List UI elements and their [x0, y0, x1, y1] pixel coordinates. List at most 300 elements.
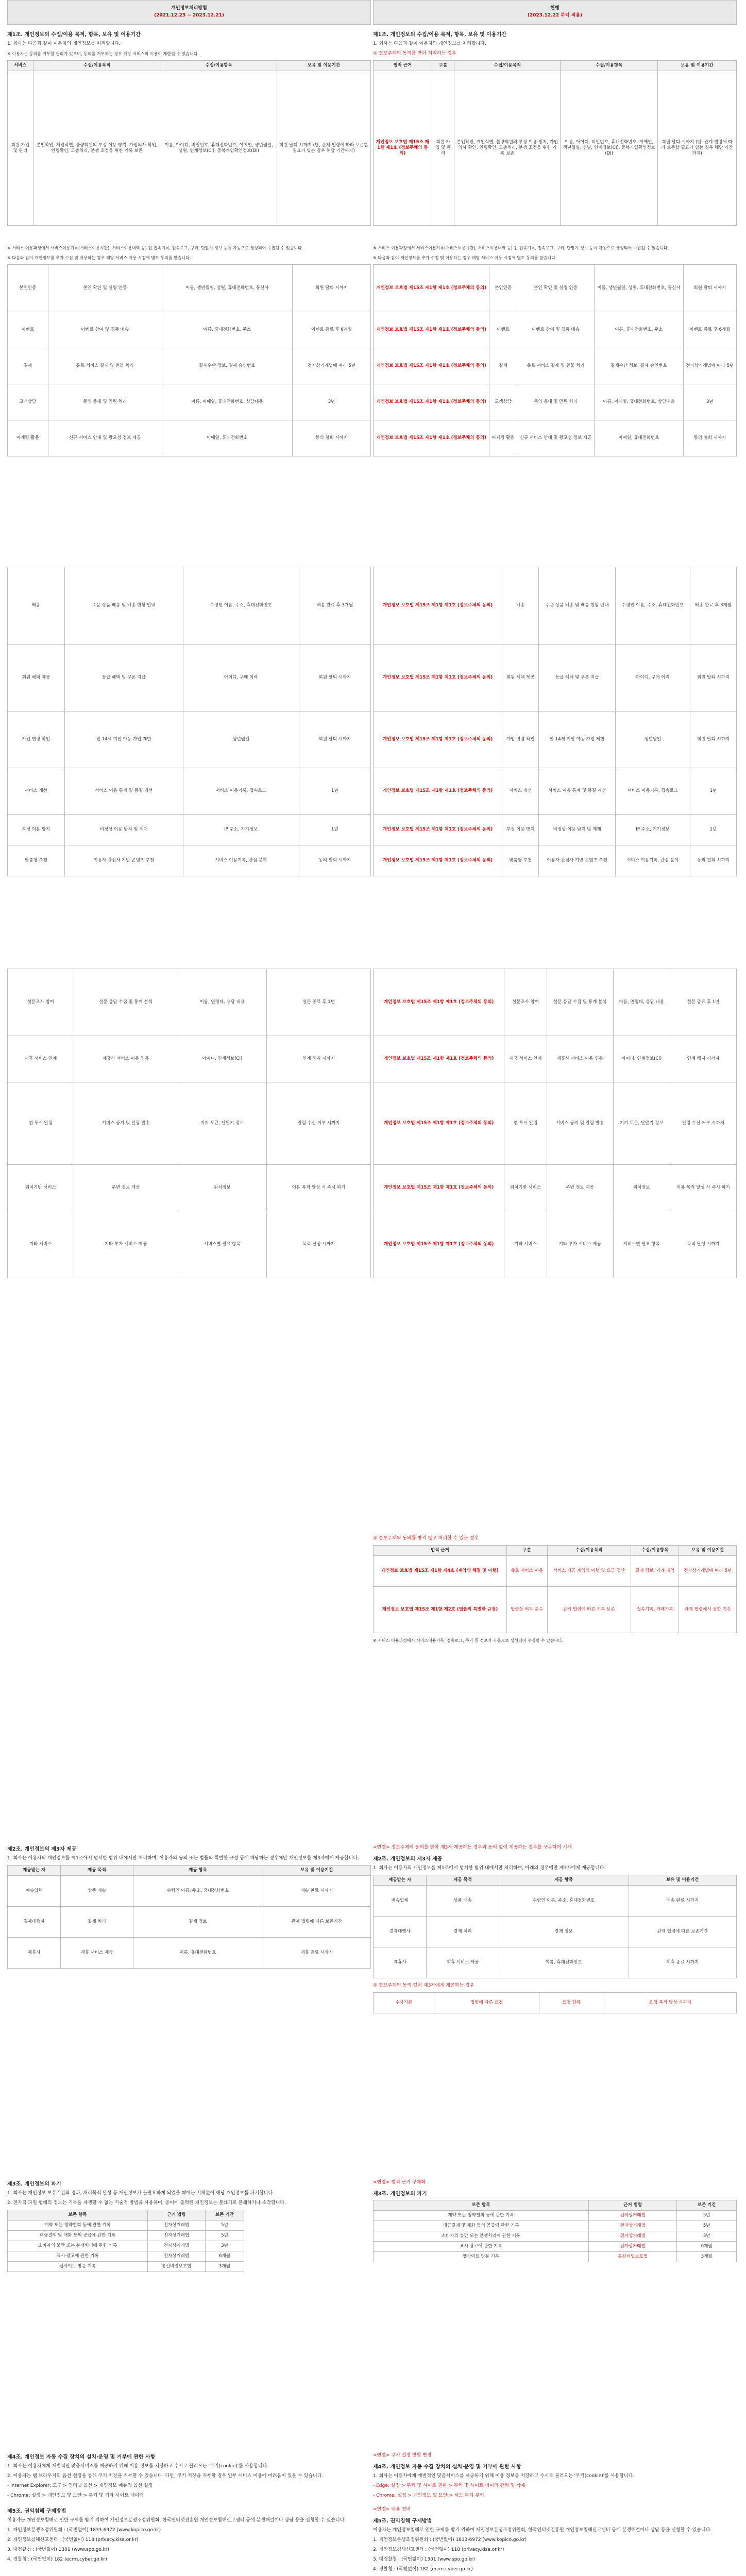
table-cell: 3년 — [677, 2231, 737, 2242]
table-cell: 제휴사 — [374, 1947, 427, 1978]
table-cell: 서비스 개선 — [502, 768, 539, 815]
table-cell: 6개월 — [677, 2242, 737, 2252]
table-cell: 이름, 생년월일, 성별, 휴대전화번호, 통신사 — [162, 265, 293, 312]
table-cell: 관계 법령에 따른 보존기간 — [263, 1907, 370, 1938]
table-cell: 설문 종료 후 1년 — [267, 969, 371, 1036]
table-cell: 설문 종료 후 1년 — [670, 969, 736, 1036]
table-cell: 회원 탈퇴 시까지 — [683, 265, 736, 312]
right-note-2: ※ 다음과 같이 개인정보를 추가 수집 및 이용하는 경우 해당 서비스 이용 시점에 별도 동의를 받습니다. — [373, 256, 557, 260]
table-cell: 신규 서비스 안내 및 광고성 정보 제공 — [48, 420, 162, 456]
left-section-3 — [7, 567, 371, 876]
left-article-5-p: 이용자는 개인정보침해로 인한 구제를 받기 위하여 개인정보분쟁조정위원회, 한국인터넷진흥원 개인정보침해신고센터 등에 분쟁해결이나 상담 등을 신청할 수 있습니다. — [7, 2518, 346, 2523]
table-cell: 배송업체 — [8, 1876, 61, 1907]
table-cell: 제휴사 — [8, 1938, 61, 1969]
table-cell: 본인인증 — [489, 265, 517, 312]
table-cell: 결제 정보, 거래 내역 — [631, 1556, 679, 1587]
table-cell: 고객상담 — [8, 384, 48, 420]
table-cell: 아이디, 구매 이력 — [183, 645, 299, 711]
table-cell: 통신비밀보호법 — [589, 2252, 677, 2262]
left-table-2 — [7, 264, 371, 456]
left-article-2-p: 1. 회사는 이용자의 개인정보를 제1조에서 명시한 범위 내에서만 처리하며, 이용자의 동의 또는 법률의 특별한 규정 등에 해당하는 경우에만 개인정보를 제3자에게 제공합니다. — [7, 1856, 359, 1861]
table-cell: 회원 탈퇴 시까지 (단, 관계 법령에 따라 보존할 필요가 있는 경우 해당 기간까지) — [277, 71, 370, 226]
col-header: 근거 법령 — [589, 2200, 677, 2211]
table-cell: 이용 목적 달성 시 즉시 파기 — [670, 1165, 736, 1211]
col-header: 보존 항목 — [374, 2200, 589, 2211]
table-cell: 수령인 이름, 주소, 휴대전화번호 — [499, 1886, 629, 1917]
table-cell: 등급 혜택 및 쿠폰 지급 — [539, 645, 615, 711]
right-header-period: (2023.12.22 부터 적용) — [527, 13, 583, 18]
table-cell: 만 14세 미만 아동 가입 제한 — [539, 711, 615, 768]
legal-basis-cell: 개인정보 보호법 제15조 제1항 제1호 (정보주체의 동의) — [374, 71, 432, 226]
table-cell: 서비스 이용 통계 및 품질 개선 — [539, 768, 615, 815]
table-cell: 6개월 — [205, 2251, 244, 2262]
table-cell: 5년 — [677, 2221, 737, 2231]
table-cell: 이름, 휴대전화번호 — [499, 1947, 629, 1978]
table-cell: 생년월일 — [183, 711, 299, 768]
table-cell: 기타 부가 서비스 제공 — [547, 1211, 613, 1278]
table-cell: 이벤트 종료 후 6개월 — [293, 312, 371, 348]
col-header: 구분 — [432, 61, 454, 71]
right-table-1 — [373, 60, 737, 226]
table-cell: 전자상거래법 — [148, 2241, 206, 2251]
table-cell: 배송 완료 시까지 — [629, 1886, 736, 1917]
right-article-1-p1: 1. 회사는 다음과 같이 이용자의 개인정보를 처리합니다. — [373, 41, 486, 46]
left-article-4-p3: - Internet Explorer: 도구 > 인터넷 옵션 > 개인정보 메뉴의 옵션 설정 — [7, 2483, 153, 2488]
table-cell: 3년 — [205, 2241, 244, 2251]
table-cell: 관계 법령에 따른 보존기간 — [629, 1917, 736, 1947]
col-header: 구분 — [506, 1546, 547, 1556]
table-cell: 관계 법령에서 정한 기간 — [679, 1587, 737, 1633]
table-cell: 웹사이트 방문 기록 — [374, 2252, 589, 2262]
list-item: 4. 경찰청 : (국번없이) 182 (ecrm.cyber.go.kr) — [373, 2567, 473, 2572]
table-cell: 본인확인, 개인식별, 불량회원의 부정 이용 방지, 가입의사 확인, 연령확인, 고충처리, 분쟁 조정을 위한 기록 보존 — [454, 71, 561, 226]
table-cell: 대금결제 및 재화 등의 공급에 관한 기록 — [374, 2221, 589, 2231]
left-article-5-title: 제5조. 권익침해 구제방법 — [7, 2509, 66, 2514]
table-cell: 이용자 관심사 기반 콘텐츠 추천 — [64, 845, 183, 876]
table-cell: 아이디, 구매 이력 — [615, 645, 690, 711]
table-cell: 제휴사 서비스 이용 연동 — [74, 1036, 178, 1082]
table-cell: 동의 철회 시까지 — [299, 845, 370, 876]
col-header: 수집/이용항목 — [631, 1546, 679, 1556]
col-header: 수집/이용항목 — [161, 61, 277, 71]
table-cell: 5년 — [205, 2221, 244, 2231]
col-header: 제공 목적 — [427, 1875, 499, 1886]
right-header — [373, 0, 737, 25]
table-cell: 유료 서비스 결제 및 환불 처리 — [48, 348, 162, 384]
table-cell: 회원 탈퇴 시까지 — [299, 711, 370, 768]
left-table-1 — [7, 60, 371, 226]
table-cell: 전자상거래법 — [589, 2211, 677, 2221]
table-cell: 생년월일 — [615, 711, 690, 768]
right-article-4-p3: - Chrome: 설정 > 개인정보 및 보안 > 서드 파티 쿠키 — [373, 2493, 484, 2498]
table-cell: 결제 정보 — [133, 1907, 263, 1938]
col-header: 제공 목적 — [61, 1866, 133, 1876]
table-cell: 회원 혜택 제공 — [502, 645, 539, 711]
table-cell: 결제 처리 — [427, 1917, 499, 1947]
right-change-note: <변경> 쿠키 설정 방법 변경 — [373, 2453, 432, 2458]
table-cell: 1년 — [299, 815, 370, 845]
table-cell: 주변 정보 제공 — [547, 1165, 613, 1211]
table-cell: 제휴사 서비스 이용 연동 — [547, 1036, 613, 1082]
left-header-period: (2021.12.23 ~ 2023.12.21) — [154, 13, 224, 18]
right-article-4-title: 제4조. 개인정보 자동 수집 장치의 설치·운영 및 거부에 관한 사항 — [373, 2464, 521, 2470]
col-header: 서비스 — [8, 61, 33, 71]
table-cell: 웹사이트 방문 기록 — [8, 2262, 148, 2272]
left-column — [7, 0, 371, 2562]
table-cell: 동의 철회 시까지 — [293, 420, 371, 456]
left-article-3-p2: 2. 전자적 파일 형태의 정보는 기록을 재생할 수 없는 기술적 방법을 사용하며, 종이에 출력된 개인정보는 분쇄기로 분쇄하거나 소각합니다. — [7, 2200, 286, 2206]
table-cell: 전자상거래법에 따라 5년 — [683, 348, 736, 384]
right-table-5 — [373, 1545, 737, 1633]
table-cell: 목적 달성 시까지 — [670, 1211, 736, 1278]
table-cell: 소비자의 불만 또는 분쟁처리에 관한 기록 — [8, 2241, 148, 2251]
table-cell: 서비스 이용기록, 관심 분야 — [183, 845, 299, 876]
table-cell: 계약 또는 청약철회 등에 관한 기록 — [8, 2221, 148, 2231]
table-cell: 설문조사 참여 — [504, 969, 547, 1036]
col-header: 법적 근거 — [374, 61, 432, 71]
table-cell: 서비스 이용기록, 관심 분야 — [615, 845, 690, 876]
right-article-4-p2: - Edge: 설정 > 쿠키 및 사이트 권한 > 쿠키 및 사이트 데이터 관리 및 삭제 — [373, 2483, 525, 2488]
table-cell: 위치기반 서비스 — [504, 1165, 547, 1211]
table-cell: 마케팅 활용 — [8, 420, 48, 456]
table-cell: 배송 완료 후 3개월 — [299, 567, 370, 645]
right-section-4 — [373, 969, 737, 1278]
col-header: 보유 및 이용기간 — [658, 61, 737, 71]
table-cell: 이벤트 — [489, 312, 517, 348]
table-cell: 기기 토큰, 단말기 정보 — [178, 1082, 267, 1165]
table-cell: 회원 탈퇴 시까지 — [690, 645, 737, 711]
table-cell: 본인 확인 및 실명 인증 — [48, 265, 162, 312]
table-cell: 회원 탈퇴 시까지 — [299, 645, 370, 711]
table-cell: 본인인증 — [8, 265, 48, 312]
table-cell: 배송업체 — [374, 1886, 427, 1917]
right-article-5-p: 이용자는 개인정보침해로 인한 구제를 받기 위하여 개인정보분쟁조정위원회, 한국인터넷진흥원 개인정보침해신고센터 등에 분쟁해결이나 상담 등을 신청할 수 있습니다. — [373, 2528, 712, 2533]
legal-basis-cell: 개인정보 보호법 제15조 제1항 제1호 (정보주체의 동의) — [374, 265, 489, 312]
table-cell: 서비스 이용기록, 접속로그 — [183, 768, 299, 815]
col-header: 수집/이용항목 — [561, 61, 658, 71]
table-cell: 이메일, 휴대전화번호 — [162, 420, 293, 456]
table-cell: 서비스 공지 및 알림 발송 — [74, 1082, 178, 1165]
table-cell: 제휴 종료 시까지 — [629, 1947, 736, 1978]
table-cell: 이름, 아이디, 비밀번호, 휴대전화번호, 이메일, 생년월일, 성별, 연계정보(CI), 중복가입확인정보(DI) — [561, 71, 658, 226]
table-cell: 비정상 이용 탐지 및 제재 — [539, 815, 615, 845]
legal-basis-cell: 개인정보 보호법 제15조 제1항 제1호 (정보주체의 동의) — [374, 711, 502, 768]
col-header: 수집/이용목적 — [33, 61, 161, 71]
legal-basis-cell: 개인정보 보호법 제15조 제1항 제1호 (정보주체의 동의) — [374, 1082, 504, 1165]
right-section-7 — [373, 2179, 737, 2262]
table-cell: 서비스 공지 및 알림 발송 — [547, 1082, 613, 1165]
table-cell: 마케팅 활용 — [489, 420, 517, 456]
table-cell: 목적 달성 시까지 — [267, 1211, 371, 1278]
table-cell: 1년 — [690, 768, 737, 815]
left-table-4 — [7, 969, 371, 1278]
table-cell: 전자상거래법 — [589, 2242, 677, 2252]
table-cell: 회원 탈퇴 시까지 — [293, 265, 371, 312]
right-article-5-title: 제5조. 권익침해 구제방법 — [373, 2518, 432, 2524]
table-cell: 기기 토큰, 단말기 정보 — [613, 1082, 670, 1165]
table-cell: 전자상거래법에 따라 5년 — [293, 348, 371, 384]
legal-basis-cell: 개인정보 보호법 제15조 제1항 제1호 (정보주체의 동의) — [374, 348, 489, 384]
left-article-4-title: 제4조. 개인정보 자동 수집 장치의 설치·운영 및 거부에 관한 사항 — [7, 2454, 156, 2460]
table-cell: 수사기관 — [374, 1993, 434, 2013]
table-cell: 5년 — [205, 2231, 244, 2241]
list-item: 4. 경찰청 : (국번없이) 182 (ecrm.cyber.go.kr) — [7, 2557, 107, 2562]
table-cell: 부정 이용 방지 — [502, 815, 539, 845]
col-header: 보유 및 이용기간 — [277, 61, 370, 71]
table-cell: 제휴 서비스 제공 — [427, 1947, 499, 1978]
table-cell: 이름, 연령대, 응답 내용 — [178, 969, 267, 1036]
table-cell: 고객상담 — [489, 384, 517, 420]
table-cell: 위치기반 서비스 — [8, 1165, 74, 1211]
list-item: 3. 대검찰청 : (국번없이) 1301 (www.spo.go.kr) — [7, 2547, 109, 2552]
table-cell: 위치정보 — [178, 1165, 267, 1211]
table-cell: 결제대행사 — [374, 1917, 427, 1947]
right-table-3 — [373, 567, 737, 876]
legal-basis-cell: 개인정보 보호법 제15조 제1항 제2호 (법률의 특별한 규정) — [374, 1587, 507, 1633]
col-header: 제공 항목 — [499, 1875, 629, 1886]
right-no-consent-note: ※ 서비스 이용과정에서 서비스이용기록, 접속로그, 쿠키 등 정보가 자동으로 생성되어 수집될 수 있습니다. — [373, 1638, 564, 1643]
right-article-1-sub: ① 정보주체의 동의를 받아 처리하는 경우 — [373, 51, 456, 56]
left-section-4 — [7, 969, 371, 1278]
left-section-6 — [7, 1844, 371, 1969]
table-cell: 아이디, 연계정보(CI) — [613, 1036, 670, 1082]
left-header — [7, 0, 371, 25]
table-cell: 맞춤형 추천 — [502, 845, 539, 876]
legal-basis-cell: 개인정보 보호법 제15조 제1항 제4호 (계약의 체결 및 이행) — [374, 1556, 507, 1587]
table-cell: 부정 이용 방지 — [8, 815, 65, 845]
col-header: 제공받는 자 — [374, 1875, 427, 1886]
legal-basis-cell: 개인정보 보호법 제15조 제1항 제1호 (정보주체의 동의) — [374, 645, 502, 711]
table-cell: 3개월 — [677, 2252, 737, 2262]
table-cell: IP 주소, 기기정보 — [615, 815, 690, 845]
table-cell: 전자상거래법 — [148, 2221, 206, 2231]
table-cell: 표시·광고에 관한 기록 — [8, 2251, 148, 2262]
table-cell: 등급 혜택 및 쿠폰 지급 — [64, 645, 183, 711]
right-section-3 — [373, 567, 737, 876]
table-cell: 이벤트 참여 및 경품 배송 — [517, 312, 594, 348]
right-section-6 — [373, 1844, 737, 2013]
right-table-6b — [373, 1992, 737, 2013]
table-cell: IP 주소, 기기정보 — [183, 815, 299, 845]
col-header: 근거 법령 — [148, 2210, 206, 2221]
table-cell: 상품 배송 — [427, 1886, 499, 1917]
left-article-1-title: 제1조. 개인정보의 수집/이용 목적, 항목, 보유 및 이용기간 — [7, 32, 141, 38]
table-cell: 신규 서비스 안내 및 광고성 정보 제공 — [517, 420, 594, 456]
left-note-2: ※ 다음과 같이 개인정보를 추가 수집 및 이용하는 경우 해당 서비스 이용 시점에 별도 동의를 받습니다. — [7, 256, 191, 260]
col-header: 수집/이용목적 — [454, 61, 561, 71]
table-cell: 만 14세 미만 아동 가입 제한 — [64, 711, 183, 768]
right-table-2 — [373, 264, 737, 456]
left-table-6 — [7, 1865, 371, 1969]
list-item: 1. 개인정보분쟁조정위원회 : (국번없이) 1833-6972 (www.kopico.go.kr) — [373, 2537, 527, 2543]
table-cell: 이름, 아이디, 비밀번호, 휴대전화번호, 이메일, 생년월일, 성별, 연계정보(CI), 중복가입확인정보(DI) — [161, 71, 277, 226]
table-cell: 3년 — [293, 384, 371, 420]
legal-basis-cell: 개인정보 보호법 제15조 제1항 제1호 (정보주체의 동의) — [374, 1165, 504, 1211]
table-cell: 주변 정보 제공 — [74, 1165, 178, 1211]
table-cell: 1년 — [299, 768, 370, 815]
left-article-3-p1: 1. 회사는 개인정보 보유기간의 경과, 처리목적 달성 등 개인정보가 불필요하게 되었을 때에는 지체없이 해당 개인정보를 파기합니다. — [7, 2191, 275, 2196]
table-cell: 본인 확인 및 실명 인증 — [517, 265, 594, 312]
left-note-1: ※ 서비스 이용과정에서 서비스이용기록(서비스이용시간), 서비스이용내역 등) 접 접속기록, 접속로그, 쿠키, 단말기 정보 등이 자동으로 생성되어 수집될 수 있습니다. — [7, 246, 303, 250]
table-cell: 수령인 이름, 주소, 휴대전화번호 — [183, 567, 299, 645]
table-cell: 전자상거래법 — [148, 2231, 206, 2241]
table-cell: 이메일, 휴대전화번호 — [595, 420, 683, 456]
table-cell: 결제 — [489, 348, 517, 384]
col-header: 보존 기간 — [677, 2200, 737, 2211]
table-cell: 이름, 휴대전화번호, 주소 — [162, 312, 293, 348]
table-cell: 배송 — [8, 567, 65, 645]
right-section-1 — [373, 30, 737, 226]
table-cell: 수령인 이름, 주소, 휴대전화번호 — [615, 567, 690, 645]
legal-basis-cell: 개인정보 보호법 제15조 제1항 제1호 (정보주체의 동의) — [374, 1211, 504, 1278]
table-cell: 설문 응답 수집 및 통계 분석 — [74, 969, 178, 1036]
table-cell: 문의 응대 및 민원 처리 — [517, 384, 594, 420]
table-cell: 상품 배송 — [61, 1876, 133, 1907]
table-cell: 기타 서비스 — [8, 1211, 74, 1278]
table-cell: 연계 해지 시까지 — [670, 1036, 736, 1082]
legal-basis-cell: 개인정보 보호법 제15조 제1항 제1호 (정보주체의 동의) — [374, 1036, 504, 1082]
table-cell: 서비스 개선 — [8, 768, 65, 815]
right-section-5 — [373, 1535, 737, 1647]
legal-basis-cell: 개인정보 보호법 제15조 제1항 제1호 (정보주체의 동의) — [374, 768, 502, 815]
table-cell: 주문 상품 배송 및 배송 현황 안내 — [539, 567, 615, 645]
table-cell: 기타 부가 서비스 제공 — [74, 1211, 178, 1278]
table-cell: 이벤트 — [8, 312, 48, 348]
table-cell: 연계 해지 시까지 — [267, 1036, 371, 1082]
table-cell: 이름, 연령대, 응답 내용 — [613, 969, 670, 1036]
right-column — [373, 0, 737, 2572]
table-cell: 요청 목적 달성 시까지 — [604, 1993, 736, 2013]
table-cell: 제휴 서비스 제공 — [61, 1938, 133, 1969]
col-header: 제공 항목 — [133, 1866, 263, 1876]
right-header-title: 현행 — [550, 6, 560, 11]
right-article-3-title: 제3조. 개인정보의 파기 — [373, 2191, 427, 2197]
left-header-title: 개인정보처리방침 — [171, 6, 207, 11]
table-cell: 전자상거래법 — [589, 2221, 677, 2231]
legal-basis-cell: 개인정보 보호법 제15조 제1항 제1호 (정보주체의 동의) — [374, 567, 502, 645]
legal-basis-cell: 개인정보 보호법 제15조 제1항 제1호 (정보주체의 동의) — [374, 815, 502, 845]
left-article-2-title: 제2조. 개인정보의 제3자 제공 — [7, 1846, 77, 1852]
left-table-7 — [7, 2210, 244, 2272]
left-article-1-p1: 1. 회사는 다음과 같이 이용자의 개인정보를 처리합니다. — [7, 41, 121, 46]
table-cell: 결제 — [8, 348, 48, 384]
right-table-7 — [373, 2200, 737, 2262]
table-cell: 배송 완료 시까지 — [263, 1876, 370, 1907]
table-cell: 문의 응대 및 민원 처리 — [48, 384, 162, 420]
table-cell: 제휴 서비스 연계 — [8, 1036, 74, 1082]
table-cell: 법령에 따른 요청 — [434, 1993, 539, 2013]
col-header: 보유 및 이용기간 — [263, 1866, 370, 1876]
table-cell: 가입 연령 확인 — [8, 711, 65, 768]
list-item: 3. 대검찰청 : (국번없이) 1301 (www.spo.go.kr) — [373, 2557, 475, 2562]
table-cell: 제휴 종료 시까지 — [263, 1938, 370, 1969]
table-cell: 1년 — [690, 815, 737, 845]
left-section-1 — [7, 30, 371, 226]
left-article-4-p1: 1. 회사는 이용자에게 개별적인 맞춤서비스를 제공하기 위해 이용 정보를 저장하고 수시로 불러오는 '쿠키(cookie)'를 사용합니다. — [7, 2464, 269, 2469]
table-cell: 앱 푸시 알림 — [8, 1082, 74, 1165]
table-cell: 결제수단 정보, 결제 승인번호 — [595, 348, 683, 384]
table-cell: 결제 정보 — [499, 1917, 629, 1947]
col-header: 보존 항목 — [8, 2210, 148, 2221]
table-cell: 접속기록, 거래기록 — [631, 1587, 679, 1633]
table-cell: 서비스 이용기록, 접속로그 — [615, 768, 690, 815]
right-article-4-p1: 1. 회사는 이용자에게 개별적인 맞춤서비스를 제공하기 위해 이용 정보를 저장하고 수시로 불러오는 '쿠키(cookie)'를 사용합니다. — [373, 2473, 635, 2479]
right-no-consent-title: ② 정보주체의 동의를 받지 않고 처리할 수 있는 경우 — [373, 1536, 479, 1541]
left-article-4-p2: 2. 이용자는 웹 브라우저의 옵션 설정을 통해 쿠키 저장을 거부할 수 있습니다. 다만, 쿠키 저장을 거부할 경우 일부 서비스 이용에 어려움이 있을 수 있습니다. — [7, 2473, 324, 2479]
table-cell: 관계 법령에 따른 기록 보존 — [547, 1587, 631, 1633]
table-cell: 이름, 휴대전화번호 — [133, 1938, 263, 1969]
table-cell: 결제수단 정보, 결제 승인번호 — [162, 348, 293, 384]
table-cell: 전자상거래법에 따라 5년 — [679, 1556, 737, 1587]
table-cell: 설문 응답 수집 및 통계 분석 — [547, 969, 613, 1036]
table-cell: 이용자 관심사 기반 콘텐츠 추천 — [539, 845, 615, 876]
table-cell: 전자상거래법 — [589, 2231, 677, 2242]
col-header: 법적 근거 — [374, 1546, 507, 1556]
table-cell: 아이디, 연계정보(CI) — [178, 1036, 267, 1082]
table-cell: 유료 서비스 결제 및 환불 처리 — [517, 348, 594, 384]
table-cell: 표시·광고에 관한 기록 — [374, 2242, 589, 2252]
legal-basis-cell: 개인정보 보호법 제15조 제1항 제1호 (정보주체의 동의) — [374, 845, 502, 876]
table-cell: 맞춤형 추천 — [8, 845, 65, 876]
right-change-note: <변경> 법적 근거 구체화 — [373, 2180, 426, 2185]
left-table-3 — [7, 567, 371, 876]
table-cell: 본인확인, 개인식별, 불량회원의 부정 이용 방지, 가입의사 확인, 연령확인, 고충처리, 분쟁 조정을 위한 기록 보존 — [33, 71, 161, 226]
col-header: 보존 기간 — [205, 2210, 244, 2221]
table-cell: 계약 또는 청약철회 등에 관한 기록 — [374, 2211, 589, 2221]
right-table-6 — [373, 1875, 737, 1978]
right-table-4 — [373, 969, 737, 1278]
left-section-8 — [7, 2452, 371, 2566]
legal-basis-cell: 개인정보 보호법 제15조 제1항 제1호 (정보주체의 동의) — [374, 420, 489, 456]
table-cell: 이름, 생년월일, 성별, 휴대전화번호, 통신사 — [595, 265, 683, 312]
table-cell: 회원 탈퇴 시까지 (단, 관계 법령에 따라 보존할 필요가 있는 경우 해당 기간까지) — [658, 71, 737, 226]
table-cell: 서비스 제공 계약의 이행 및 요금 정산 — [547, 1556, 631, 1587]
table-cell: 회원 탈퇴 시까지 — [690, 711, 737, 768]
table-cell: 5년 — [677, 2211, 737, 2221]
table-cell: 대금결제 및 재화 등의 공급에 관한 기록 — [8, 2231, 148, 2241]
col-header: 보유 및 이용기간 — [629, 1875, 736, 1886]
table-cell: 이름, 이메일, 휴대전화번호, 상담내용 — [162, 384, 293, 420]
col-header: 수집/이용목적 — [547, 1546, 631, 1556]
left-article-3-title: 제3조. 개인정보의 파기 — [7, 2181, 61, 2187]
legal-basis-cell: 개인정보 보호법 제15조 제1항 제1호 (정보주체의 동의) — [374, 384, 489, 420]
left-section-7 — [7, 2179, 371, 2272]
table-cell: 이름, 휴대전화번호, 주소 — [595, 312, 683, 348]
table-cell: 이벤트 참여 및 경품 배송 — [48, 312, 162, 348]
left-article-1-note: ※ 이용자는 동의를 거부할 권리가 있으며, 동의를 거부하는 경우 해당 서비스의 이용이 제한될 수 있습니다. — [7, 52, 199, 56]
list-item: 2. 개인정보침해신고센터 : (국번없이) 118 (privacy.kisa.or.kr) — [7, 2537, 139, 2543]
table-cell: 법령상 의무 준수 — [506, 1587, 547, 1633]
list-item: 1. 개인정보분쟁조정위원회 : (국번없이) 1833-6972 (www.kopico.go.kr) — [7, 2528, 161, 2533]
col-header: 보유 및 이용기간 — [679, 1546, 737, 1556]
right-change-note: <변경> 정보주체의 동의를 받아 제3자 제공하는 경우와 동의 없이 제공하는 경우를 구분하여 기재 — [373, 1845, 572, 1850]
table-cell: 서비스별 필요 항목 — [613, 1211, 670, 1278]
table-cell: 서비스 이용 통계 및 품질 개선 — [64, 768, 183, 815]
table-cell: 기타 서비스 — [504, 1211, 547, 1278]
table-cell: 회원 혜택 제공 — [8, 645, 65, 711]
left-article-4-p4: - Chrome: 설정 > 개인정보 및 보안 > 쿠키 및 기타 사이트 데이터 — [7, 2493, 144, 2498]
table-cell: 가입 연령 확인 — [502, 711, 539, 768]
table-cell: 결제대행사 — [8, 1907, 61, 1938]
table-cell: 알림 수신 거부 시까지 — [670, 1082, 736, 1165]
table-cell: 배송 완료 후 3개월 — [690, 567, 737, 645]
table-cell: 제휴 서비스 연계 — [504, 1036, 547, 1082]
table-cell: 3개월 — [205, 2262, 244, 2272]
table-cell: 이름, 이메일, 휴대전화번호, 상담내용 — [595, 384, 683, 420]
table-cell: 동의 철회 시까지 — [690, 845, 737, 876]
table-cell: 결제 처리 — [61, 1907, 133, 1938]
table-cell: 이벤트 종료 후 6개월 — [683, 312, 736, 348]
